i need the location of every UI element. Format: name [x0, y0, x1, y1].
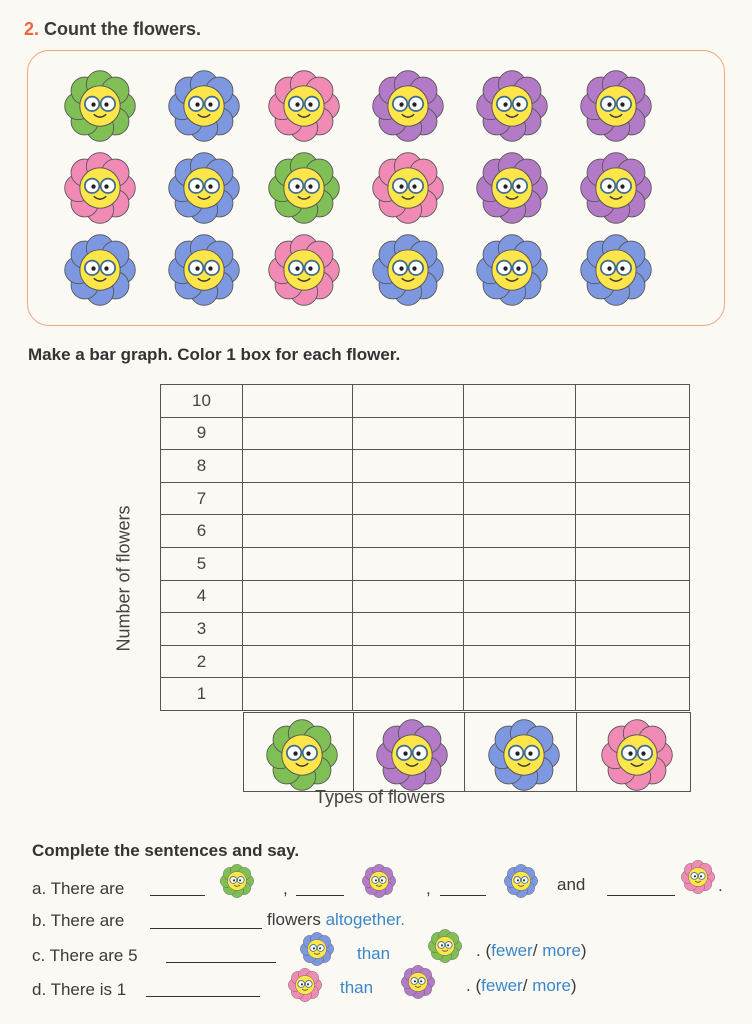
- graph-box[interactable]: [243, 482, 353, 515]
- answer-blank[interactable]: [607, 881, 675, 896]
- graph-box[interactable]: [576, 580, 690, 613]
- flower-icon: [268, 70, 340, 142]
- flower-icon: [488, 719, 554, 791]
- task-title-text: Count the flowers.: [44, 19, 202, 39]
- category-row: [243, 712, 691, 792]
- flower-icon: [362, 864, 396, 898]
- graph-box[interactable]: [353, 417, 464, 450]
- flower-icon: [372, 70, 444, 142]
- graph-box[interactable]: [353, 450, 464, 483]
- altogether-word: altogether: [325, 910, 401, 929]
- y-tick-label: 1: [161, 678, 243, 711]
- flower-icon: [266, 719, 332, 791]
- graph-box[interactable]: [576, 417, 690, 450]
- graph-box[interactable]: [464, 385, 576, 418]
- graph-box[interactable]: [353, 678, 464, 711]
- graph-box[interactable]: [464, 515, 576, 548]
- flower-icon: [681, 860, 715, 894]
- graph-box[interactable]: [243, 678, 353, 711]
- graph-box[interactable]: [576, 645, 690, 678]
- bar-graph-rows: [161, 385, 690, 711]
- task-title: [24, 19, 201, 40]
- sentences-heading: Complete the sentences and say.: [32, 841, 300, 860]
- flower-icon: [580, 152, 652, 224]
- category-cell: [244, 713, 354, 792]
- period: .: [400, 910, 406, 929]
- category-cell: [354, 713, 465, 792]
- graph-box[interactable]: [576, 482, 690, 515]
- graph-box[interactable]: [243, 385, 353, 418]
- sentence-b-prefix: b. There are: [32, 911, 125, 930]
- dot: .: [476, 941, 481, 960]
- graph-box[interactable]: [243, 450, 353, 483]
- than-word: than: [357, 944, 391, 963]
- than-word: than: [340, 978, 374, 997]
- flower-icon: [580, 70, 652, 142]
- sentence-a-comma: ,: [283, 879, 288, 898]
- slash: /: [522, 976, 528, 995]
- y-tick-label: 2: [161, 645, 243, 678]
- y-tick-label: 8: [161, 450, 243, 483]
- answer-blank[interactable]: [146, 982, 260, 997]
- bar-graph-instruction: Make a bar graph. Color 1 box for each flower.: [28, 345, 401, 364]
- fewer-option[interactable]: fewer: [481, 976, 523, 995]
- grid-row: [161, 417, 690, 450]
- graph-box[interactable]: [353, 580, 464, 613]
- dot: .: [466, 976, 471, 995]
- flower-icon: [300, 932, 334, 966]
- flower-icon: [268, 152, 340, 224]
- graph-box[interactable]: [464, 645, 576, 678]
- more-option[interactable]: more: [542, 941, 581, 960]
- sentence-d-prefix: d. There is 1: [32, 980, 127, 999]
- y-tick-label: 7: [161, 482, 243, 515]
- graph-box[interactable]: [576, 678, 690, 711]
- flower-icon: [476, 70, 548, 142]
- answer-blank[interactable]: [150, 914, 262, 929]
- grid-row: [161, 613, 690, 646]
- choice-text: [476, 941, 587, 961]
- open-paren: (: [475, 976, 482, 995]
- flower-icon: [504, 864, 538, 898]
- flower-icon: [220, 864, 254, 898]
- task-number: 2.: [24, 19, 40, 39]
- graph-box[interactable]: [464, 678, 576, 711]
- flower-icon: [401, 965, 435, 999]
- graph-box[interactable]: [464, 417, 576, 450]
- answer-blank[interactable]: [166, 948, 276, 963]
- flower-icon: [372, 234, 444, 306]
- sentence-c-prefix: c. There are 5: [32, 946, 138, 965]
- graph-box[interactable]: [243, 515, 353, 548]
- close-paren: ): [580, 941, 587, 960]
- sentence-a-period: .: [718, 876, 723, 895]
- grid-row: [161, 645, 690, 678]
- sentence-b-text: [267, 910, 405, 930]
- open-paren: (: [485, 941, 492, 960]
- flower-icon: [428, 929, 462, 963]
- flower-icon: [288, 968, 322, 1002]
- grid-row: [161, 515, 690, 548]
- grid-row: [161, 678, 690, 711]
- flower-icon: [168, 152, 240, 224]
- flower-icon: [372, 152, 444, 224]
- graph-box[interactable]: [464, 482, 576, 515]
- category-cell: [577, 713, 691, 792]
- answer-blank[interactable]: [296, 881, 344, 896]
- y-tick-label: 10: [161, 385, 243, 418]
- fewer-option[interactable]: fewer: [491, 941, 533, 960]
- flower-icon: [168, 234, 240, 306]
- grid-row: [161, 547, 690, 580]
- grid-row: [161, 482, 690, 515]
- flower-icon: [476, 234, 548, 306]
- flower-icon: [64, 70, 136, 142]
- graph-box[interactable]: [243, 547, 353, 580]
- slash: /: [532, 941, 538, 960]
- graph-box[interactable]: [353, 482, 464, 515]
- graph-box[interactable]: [353, 547, 464, 580]
- y-axis-label: Number of flowers: [113, 505, 134, 652]
- y-tick-label: 3: [161, 613, 243, 646]
- y-tick-label: 5: [161, 547, 243, 580]
- flowers-word: flowers: [267, 910, 321, 929]
- flower-icon: [476, 152, 548, 224]
- flower-icon: [376, 719, 442, 791]
- y-tick-label: 6: [161, 515, 243, 548]
- close-paren: ): [570, 976, 577, 995]
- graph-box[interactable]: [576, 613, 690, 646]
- bar-graph-grid: [160, 384, 690, 711]
- sentence-a-and: and: [557, 875, 586, 894]
- choice-text: [466, 976, 577, 996]
- graph-box[interactable]: [576, 450, 690, 483]
- y-tick-label: 4: [161, 580, 243, 613]
- sentence-a-comma: ,: [426, 879, 431, 898]
- graph-box[interactable]: [243, 645, 353, 678]
- grid-row: [161, 580, 690, 613]
- sentence-a-prefix: a. There are: [32, 879, 125, 898]
- graph-box[interactable]: [576, 547, 690, 580]
- graph-box[interactable]: [243, 613, 353, 646]
- graph-box[interactable]: [464, 580, 576, 613]
- graph-box[interactable]: [464, 547, 576, 580]
- flower-icon: [601, 719, 667, 791]
- flower-icon: [268, 234, 340, 306]
- grid-row: [161, 450, 690, 483]
- answer-blank[interactable]: [150, 881, 205, 896]
- graph-box[interactable]: [464, 613, 576, 646]
- more-option[interactable]: more: [532, 976, 571, 995]
- graph-box[interactable]: [464, 450, 576, 483]
- graph-box[interactable]: [353, 645, 464, 678]
- category-cell: [465, 713, 577, 792]
- answer-blank[interactable]: [440, 881, 486, 896]
- x-axis-label: Types of flowers: [314, 787, 446, 807]
- graph-box[interactable]: [353, 385, 464, 418]
- flower-icon: [168, 70, 240, 142]
- flower-icon: [64, 152, 136, 224]
- graph-box[interactable]: [576, 385, 690, 418]
- graph-box[interactable]: [243, 417, 353, 450]
- grid-row: [161, 385, 690, 418]
- graph-box[interactable]: [353, 613, 464, 646]
- graph-box[interactable]: [243, 580, 353, 613]
- graph-box[interactable]: [353, 515, 464, 548]
- flower-icon: [64, 234, 136, 306]
- flower-icon: [580, 234, 652, 306]
- y-tick-label: 9: [161, 417, 243, 450]
- graph-box[interactable]: [576, 515, 690, 548]
